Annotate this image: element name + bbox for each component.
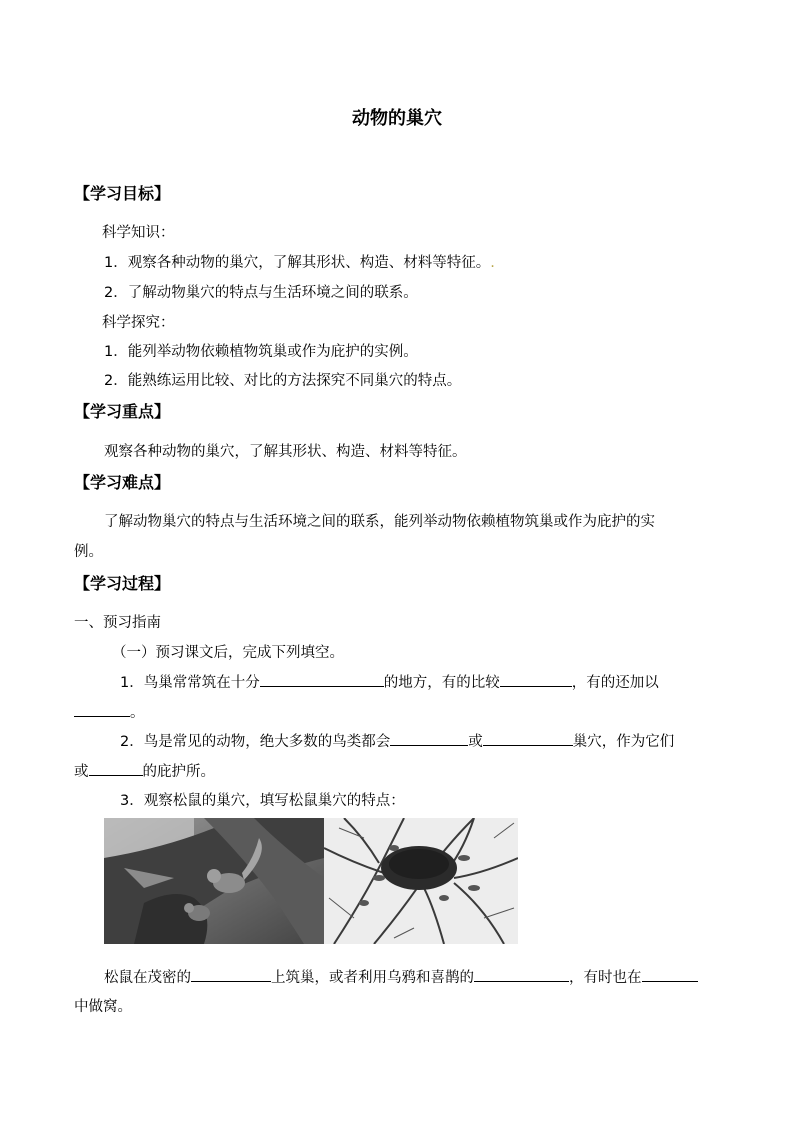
question-1-line-1: 1．鸟巢常常筑在十分 的地方，有的比较 ，有的还加以 [120,671,659,692]
blank[interactable] [260,671,384,687]
difficulties-line-1: 了解动物巢穴的特点与生活环境之间的联系，能列举动物依赖植物筑巢或作为庇护的实 [104,514,655,530]
question-1-line-2: 。 [74,701,145,722]
yellow-dot-mark: . [490,255,495,271]
keypoints-heading: 【学习重点】 [74,402,171,421]
blank[interactable] [89,760,143,776]
blank[interactable] [191,966,271,982]
difficulties-heading: 【学习难点】 [74,473,171,492]
difficulties-line-2: 例。 [74,544,103,560]
blank[interactable] [390,730,468,746]
blank[interactable] [474,966,569,982]
process-subheading: （一）预习课文后，完成下列填空。 [112,645,344,661]
process-part-1: 一、预习指南 [74,615,161,631]
goals-subheading-knowledge: 科学知识： [102,225,175,241]
question-4-line-2: 中做窝。 [74,999,132,1015]
nest-photo-graphic [324,818,518,944]
squirrel-on-tree-photo [104,818,324,944]
goals-item-1: 1．观察各种动物的巢穴，了解其形状、构造、材料等特征。. [104,255,495,271]
keypoints-text: 观察各种动物的巢穴，了解其形状、构造、材料等特征。 [104,444,467,460]
blank[interactable] [500,671,572,687]
goals-item-4: 2．能熟练运用比较、对比的方法探究不同巢穴的特点。 [104,373,462,389]
page-title: 动物的巢穴 [352,108,442,129]
goals-subheading-inquiry: 科学探究： [102,315,175,331]
blank[interactable] [642,966,698,982]
question-3: 3．观察松鼠的巢穴，填写松鼠巢穴的特点： [120,793,405,809]
question-4-line-1: 松鼠在茂密的 上筑巢，或者利用乌鸦和喜鹊的 ，有时也在 [104,966,698,987]
question-2-line-2: 或 的庇护所。 [74,760,215,781]
process-heading: 【学习过程】 [74,574,171,593]
nest-in-branches-photo [324,818,518,944]
squirrel-photo-graphic [104,818,324,944]
goals-item-2: 2．了解动物巢穴的特点与生活环境之间的联系。 [104,285,418,301]
goals-item-3: 1．能列举动物依赖植物筑巢或作为庇护的实例。 [104,344,418,360]
blank[interactable] [483,730,573,746]
question-2-line-1: 2．鸟是常见的动物，绝大多数的鸟类都会 或 巢穴，作为它们 [120,730,674,751]
goals-heading: 【学习目标】 [74,184,171,203]
blank[interactable] [74,701,130,717]
